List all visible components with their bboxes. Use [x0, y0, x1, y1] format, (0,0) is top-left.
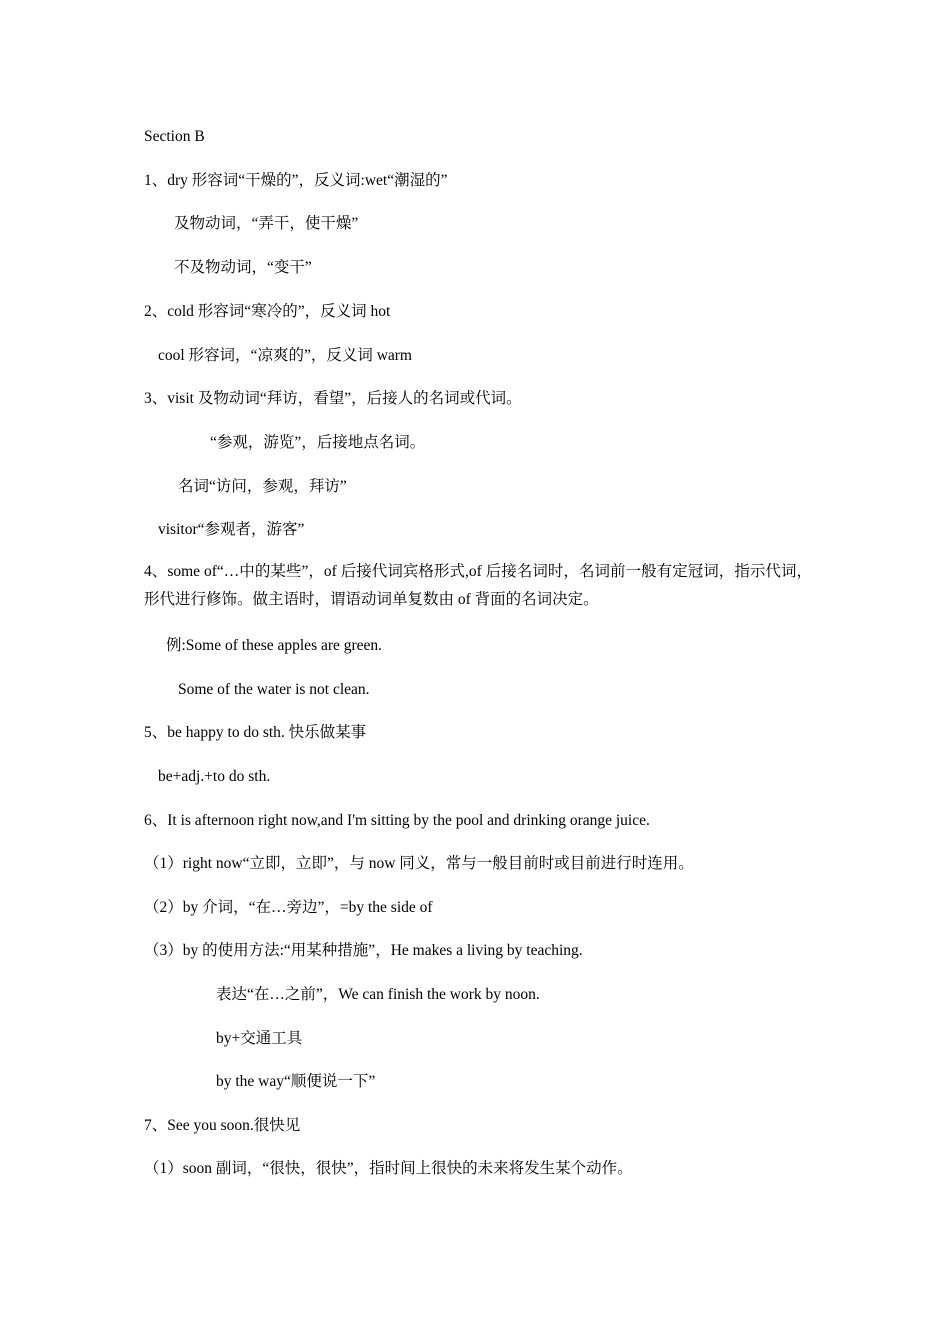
note-1-intransitive: 不及物动词，“变干” — [174, 259, 312, 276]
note-5-pattern: be+adj.+to do sth. — [158, 768, 271, 785]
note-4-example-1: 例:Some of these apples are green. — [166, 637, 383, 654]
section-heading: Section B — [144, 128, 205, 145]
note-3-visitor: visitor“参观者，游客” — [158, 521, 305, 538]
note-7-soon: （1）soon 副词，“很快，很快”，指时间上很快的未来将发生某个动作。 — [144, 1160, 633, 1177]
note-6-by-beside: （2）by 介词，“在…旁边”，=by the side of — [144, 899, 433, 916]
note-6-by-the-way: by the way“顺便说一下” — [216, 1073, 376, 1090]
note-6-by-transport: by+交通工具 — [216, 1030, 303, 1047]
note-1-dry: 1、dry 形容词“干燥的”，反义词:wet“潮湿的” — [144, 172, 448, 189]
note-6-by-before: 表达“在…之前”，We can finish the work by noon. — [216, 986, 540, 1003]
note-3-noun: 名词“访问，参观，拜访” — [178, 478, 347, 495]
note-2-cool: cool 形容词，“凉爽的”，反义词 warm — [158, 347, 412, 364]
note-1-transitive: 及物动词，“弄干，使干燥” — [174, 215, 359, 232]
note-4-example-2: Some of the water is not clean. — [178, 681, 370, 698]
note-7-see-you-soon: 7、See you soon.很快见 — [144, 1117, 301, 1134]
note-6-right-now: （1）right now“立即，立即”，与 now 同义，常与一般目前时或目前进行时连用。 — [144, 855, 694, 872]
note-3-sightsee: “参观，游览”，后接地点名词。 — [210, 434, 426, 451]
note-2-cold: 2、cold 形容词“寒冷的”，反义词 hot — [144, 303, 391, 320]
note-6-sentence: 6、It is afternoon right now,and I'm sitting by the pool and drinking orange juice. — [144, 812, 650, 829]
note-4-some-of: 4、some of“…中的某些”，of 后接代词宾格形式,of 后接名词时，名词前一般有定冠词，指示代词，形代进行修饰。做主语时，谓语动词单复数由 of 背面的名词决定。 — [144, 563, 812, 608]
note-5-be-happy: 5、be happy to do sth. 快乐做某事 — [144, 724, 367, 741]
note-3-visit: 3、visit 及物动词“拜访，看望”，后接人的名词或代词。 — [144, 390, 522, 407]
note-6-by-means: （3）by 的使用方法:“用某种措施”，He makes a living by teaching. — [144, 942, 583, 959]
